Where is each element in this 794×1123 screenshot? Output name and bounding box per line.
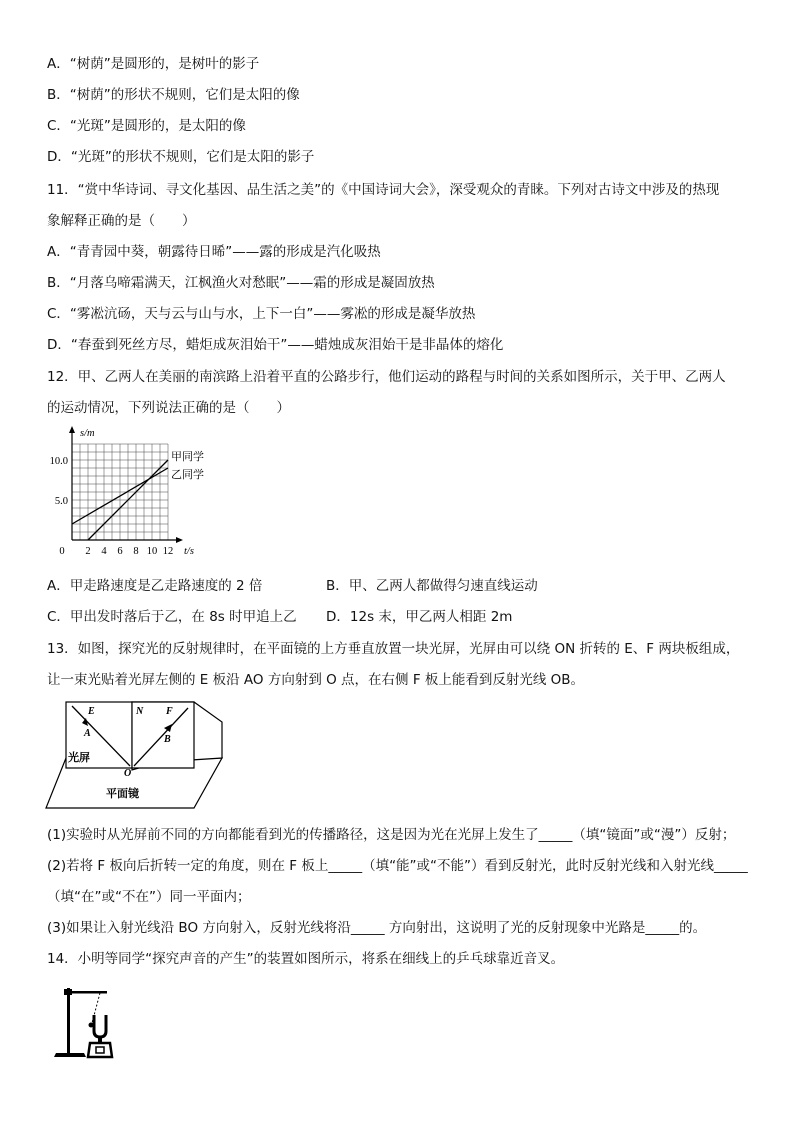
q10-option-a: A．“树荫”是圆形的，是树叶的影子 xyxy=(47,56,260,72)
x-tick-label: 0 xyxy=(59,546,65,557)
label-mirror: 平面镜 xyxy=(106,788,139,800)
q11-option-c: C．“雾凇沆砀，天与云与山与水，上下一白”——雾凇的形成是凝华放热 xyxy=(47,306,476,322)
stand-rod xyxy=(67,988,70,1054)
label-o: O xyxy=(124,768,132,779)
y-axis-arrow xyxy=(69,426,75,433)
q10-option-c: C．“光斑”是圆形的，是太阳的像 xyxy=(47,118,246,134)
q12-option-a: A．甲走路速度是乙走路速度的 2 倍 xyxy=(47,578,263,594)
q11-stem-line2: 象解释正确的是（ ） xyxy=(47,213,196,229)
x-tick-label: 12 xyxy=(162,546,174,557)
q13-sub2-line2: （填“在”或“不在”）同一平面内； xyxy=(47,889,251,905)
q12-option-d: D．12s 末，甲乙两人相距 2m xyxy=(326,609,513,625)
q13-sub1: (1)实验时从光屏前不同的方向都能看到光的传播路径，这是因为光在光屏上发生了_____（填“镜面”或“漫”）反射； xyxy=(47,827,736,843)
tuning-fork xyxy=(94,1015,106,1037)
q10-option-d: D．“光斑”的形状不规则，它们是太阳的影子 xyxy=(47,149,315,165)
q12-option-b: B．甲、乙两人都做得匀速直线运动 xyxy=(326,578,538,594)
label-n: N xyxy=(136,706,144,717)
x-tick-label: 2 xyxy=(85,546,91,557)
stand-arm xyxy=(67,991,107,994)
series-label-jia: 甲同学 xyxy=(171,451,204,463)
q11-stem-line1: 11．“赏中华诗词、寻文化基因、品生活之美”的《中国诗词大会》，深受观众的青睐。下列对古诗文中涉及的热现 xyxy=(47,182,720,198)
q14-stem: 14．小明等同学“探究声音的产生”的装置如图所示，将系在细线上的乒乓球靠近音叉。 xyxy=(47,951,565,967)
x-tick-label: 8 xyxy=(133,546,139,557)
y-tick-label: 10.0 xyxy=(49,456,68,467)
q13-stem-line2: 让一束光贴着光屏左侧的 E 板沿 AO 方向射到 O 点，在右侧 F 板上能看到反射光线 OB。 xyxy=(47,672,585,688)
label-a: A xyxy=(84,728,91,739)
x-axis-label: t/s xyxy=(184,546,194,557)
x-tick-label: 4 xyxy=(101,546,107,557)
q10-option-b: B．“树荫”的形状不规则，它们是太阳的像 xyxy=(47,87,300,103)
series-label-yi: 乙同学 xyxy=(171,469,204,481)
y-tick-label: 5.0 xyxy=(54,496,68,507)
x-tick-label: 6 xyxy=(117,546,123,557)
q13-sub3: (3)如果让入射光线沿 BO 方向射入，反射光线将沿_____ 方向射出，这说明了光的反射现象中光路是_____的。 xyxy=(47,920,707,936)
q13-stem-line1: 13．如图，探究光的反射规律时，在平面镜的上方垂直放置一块光屏，光屏由可以绕 ON 折转的 E、F 两块板组成， xyxy=(47,641,740,657)
label-e: E xyxy=(88,706,95,717)
chart-axes xyxy=(69,426,183,543)
tuning-fork-apparatus-figure xyxy=(50,985,130,1065)
q12-stem-line1: 12．甲、乙两人在美丽的南滨路上沿着平直的公路步行，他们运动的路程与时间的关系如图所示，关于甲、乙两人 xyxy=(47,369,726,385)
q11-option-a: A．“青青园中葵，朝露待日晞”——露的形成是汽化吸热 xyxy=(47,244,381,260)
q13-sub2-line1: (2)若将 F 板向后折转一定的角度，则在 F 板上_____（填“能”或“不能”）看到反射光，此时反射光线和入射光线_____ xyxy=(47,858,748,874)
label-b: B xyxy=(164,734,171,745)
x-tick-label: 10 xyxy=(146,546,158,557)
st-graph xyxy=(40,424,230,564)
q11-option-d: D．“春蚕到死丝方尽，蜡炬成灰泪始干”——蜡烛成灰泪始干是非晶体的熔化 xyxy=(47,337,504,353)
label-screen: 光屏 xyxy=(68,752,90,764)
resonance-box xyxy=(88,1043,112,1057)
q11-option-b: B．“月落乌啼霜满天，江枫渔火对愁眠”——霜的形成是凝固放热 xyxy=(47,275,435,291)
x-axis-arrow xyxy=(176,537,183,543)
q12-stem-line2: 的运动情况，下列说法正确的是（ ） xyxy=(47,400,290,416)
chart-grid xyxy=(72,444,168,540)
y-axis-label: s/m xyxy=(80,428,95,439)
reflection-apparatus-figure xyxy=(44,700,224,812)
label-f: F xyxy=(166,706,173,717)
q12-option-c: C．甲出发时落后于乙，在 8s 时甲追上乙 xyxy=(47,609,297,625)
